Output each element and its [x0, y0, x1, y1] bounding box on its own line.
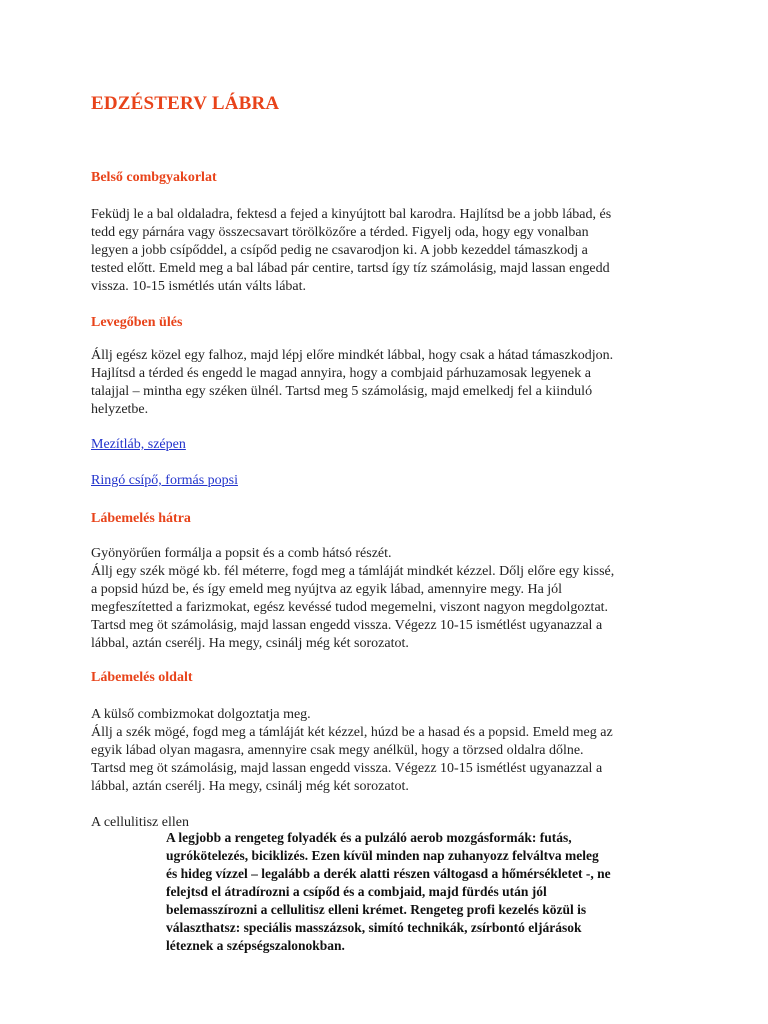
text-line: belemasszírozni a cellulitisz elleni krémet. Rengeteg profi kezelés közül is — [166, 902, 587, 917]
text-line: talajjal – mintha egy széken ülnél. Tartsd meg 5 számolásig, majd emelkedj fel a kiinduló — [91, 384, 593, 399]
text-line: tested előtt. Emeld meg a bal lábad pár centire, tartsd így tíz számolásig, majd lassan engedd — [91, 261, 610, 276]
text-line: Hajlítsd a térded és engedd le magad annyira, hogy a combjaid párhuzamosak legyenek a — [91, 366, 591, 381]
text-line: ugrókötelezés, biciklizés. Ezen kívül minden nap zuhanyozz felváltva meleg — [166, 848, 599, 863]
section-body-wall-sit — [91, 347, 679, 419]
text-line: lábbal, aztán cserélj. Ha megy, csinálj még két sorozatot. — [91, 636, 409, 651]
section-body-inner-thigh — [91, 206, 679, 296]
section-heading-side-leg-raise: Lábemelés oldalt — [91, 670, 193, 685]
section-heading-inner-thigh: Belső combgyakorlat — [91, 170, 217, 185]
text-line: egyik lábad olyan magasra, amennyire csak megy anélkül, hogy a törzsed oldalra dőlne. — [91, 743, 584, 758]
text-line: vissza. 10-15 ismétlés után válts lábat. — [91, 279, 307, 294]
link-hips[interactable]: Ringó csípő, formás popsi — [91, 473, 238, 488]
text-line: lábbal, aztán cserélj. Ha megy, csinálj még két sorozatot. — [91, 779, 409, 794]
text-line: léteznek a szépségszalonokban. — [166, 938, 345, 953]
section-heading-back-leg-raise: Lábemelés hátra — [91, 511, 191, 526]
section-body-side-leg-raise — [91, 706, 679, 796]
text-line: Feküdj le a bal oldaladra, fektesd a fejed a kinyújtott bal karodra. Hajlítsd be a jobb lábad, és — [91, 207, 612, 222]
cellulite-tips — [166, 829, 686, 955]
text-line: tedd egy párnára vagy összecsavart törölközőre a térded. Figyelj oda, hogy egy vonalban — [91, 225, 589, 240]
text-line: és hideg vízzel – legalább a derék alatti részen váltogasd a hőmérsékletet -, ne — [166, 866, 611, 881]
text-line: Állj a szék mögé, fogd meg a támláját két kézzel, húzd be a hasad és a popsid. Emeld meg az — [91, 725, 613, 740]
text-line: helyzetbe. — [91, 402, 149, 417]
text-line: Állj egész közel egy falhoz, majd lépj előre mindkét lábbal, hogy csak a hátad támaszkodjon. — [91, 348, 614, 363]
text-line: Tartsd meg öt számolásig, majd lassan engedd vissza. Végezz 10-15 ismétlést ugyanazzal a — [91, 761, 603, 776]
link-barefoot[interactable]: Mezítláb, szépen — [91, 437, 186, 452]
text-line: Gyönyörűen formálja a popsit és a comb hátsó részét. — [91, 546, 392, 561]
text-line: a popsid húzd be, és így emeld meg nyújtva az egyik lábad, amennyire megy. Ha jól — [91, 582, 563, 597]
text-line: A külső combizmokat dolgoztatja meg. — [91, 707, 311, 722]
section-heading-wall-sit: Levegőben ülés — [91, 315, 183, 330]
text-line: Tartsd meg öt számolásig, majd lassan engedd vissza. Végezz 10-15 ismétlést ugyanazzal a — [91, 618, 603, 633]
text-line: megfeszítetted a farizmokat, egész kevéssé tudod megemelni, viszont nagyon megdolgoztat. — [91, 600, 609, 615]
text-line: felejtsd el átradírozni a csípőd és a combjaid, majd fürdés után jól — [166, 884, 547, 899]
section-body-back-leg-raise — [91, 545, 679, 653]
text-line: választhatsz: speciális masszázsok, simító technikák, zsírbontó eljárások — [166, 920, 582, 935]
text-line: A cellulitisz ellen — [91, 815, 189, 830]
text-line: Állj egy szék mögé kb. fél méterre, fogd meg a támláját mindkét kézzel. Dőlj előre egy kissé, — [91, 564, 615, 579]
text-line: legyen a jobb csípőddel, a csípőd pedig ne csavarodjon ki. A jobb kezeddel támaszkodj a — [91, 243, 588, 258]
text-line: A legjobb a rengeteg folyadék és a pulzáló aerob mozgásformák: futás, — [166, 830, 572, 845]
page-title: EDZÉSTERV LÁBRA — [91, 93, 280, 114]
